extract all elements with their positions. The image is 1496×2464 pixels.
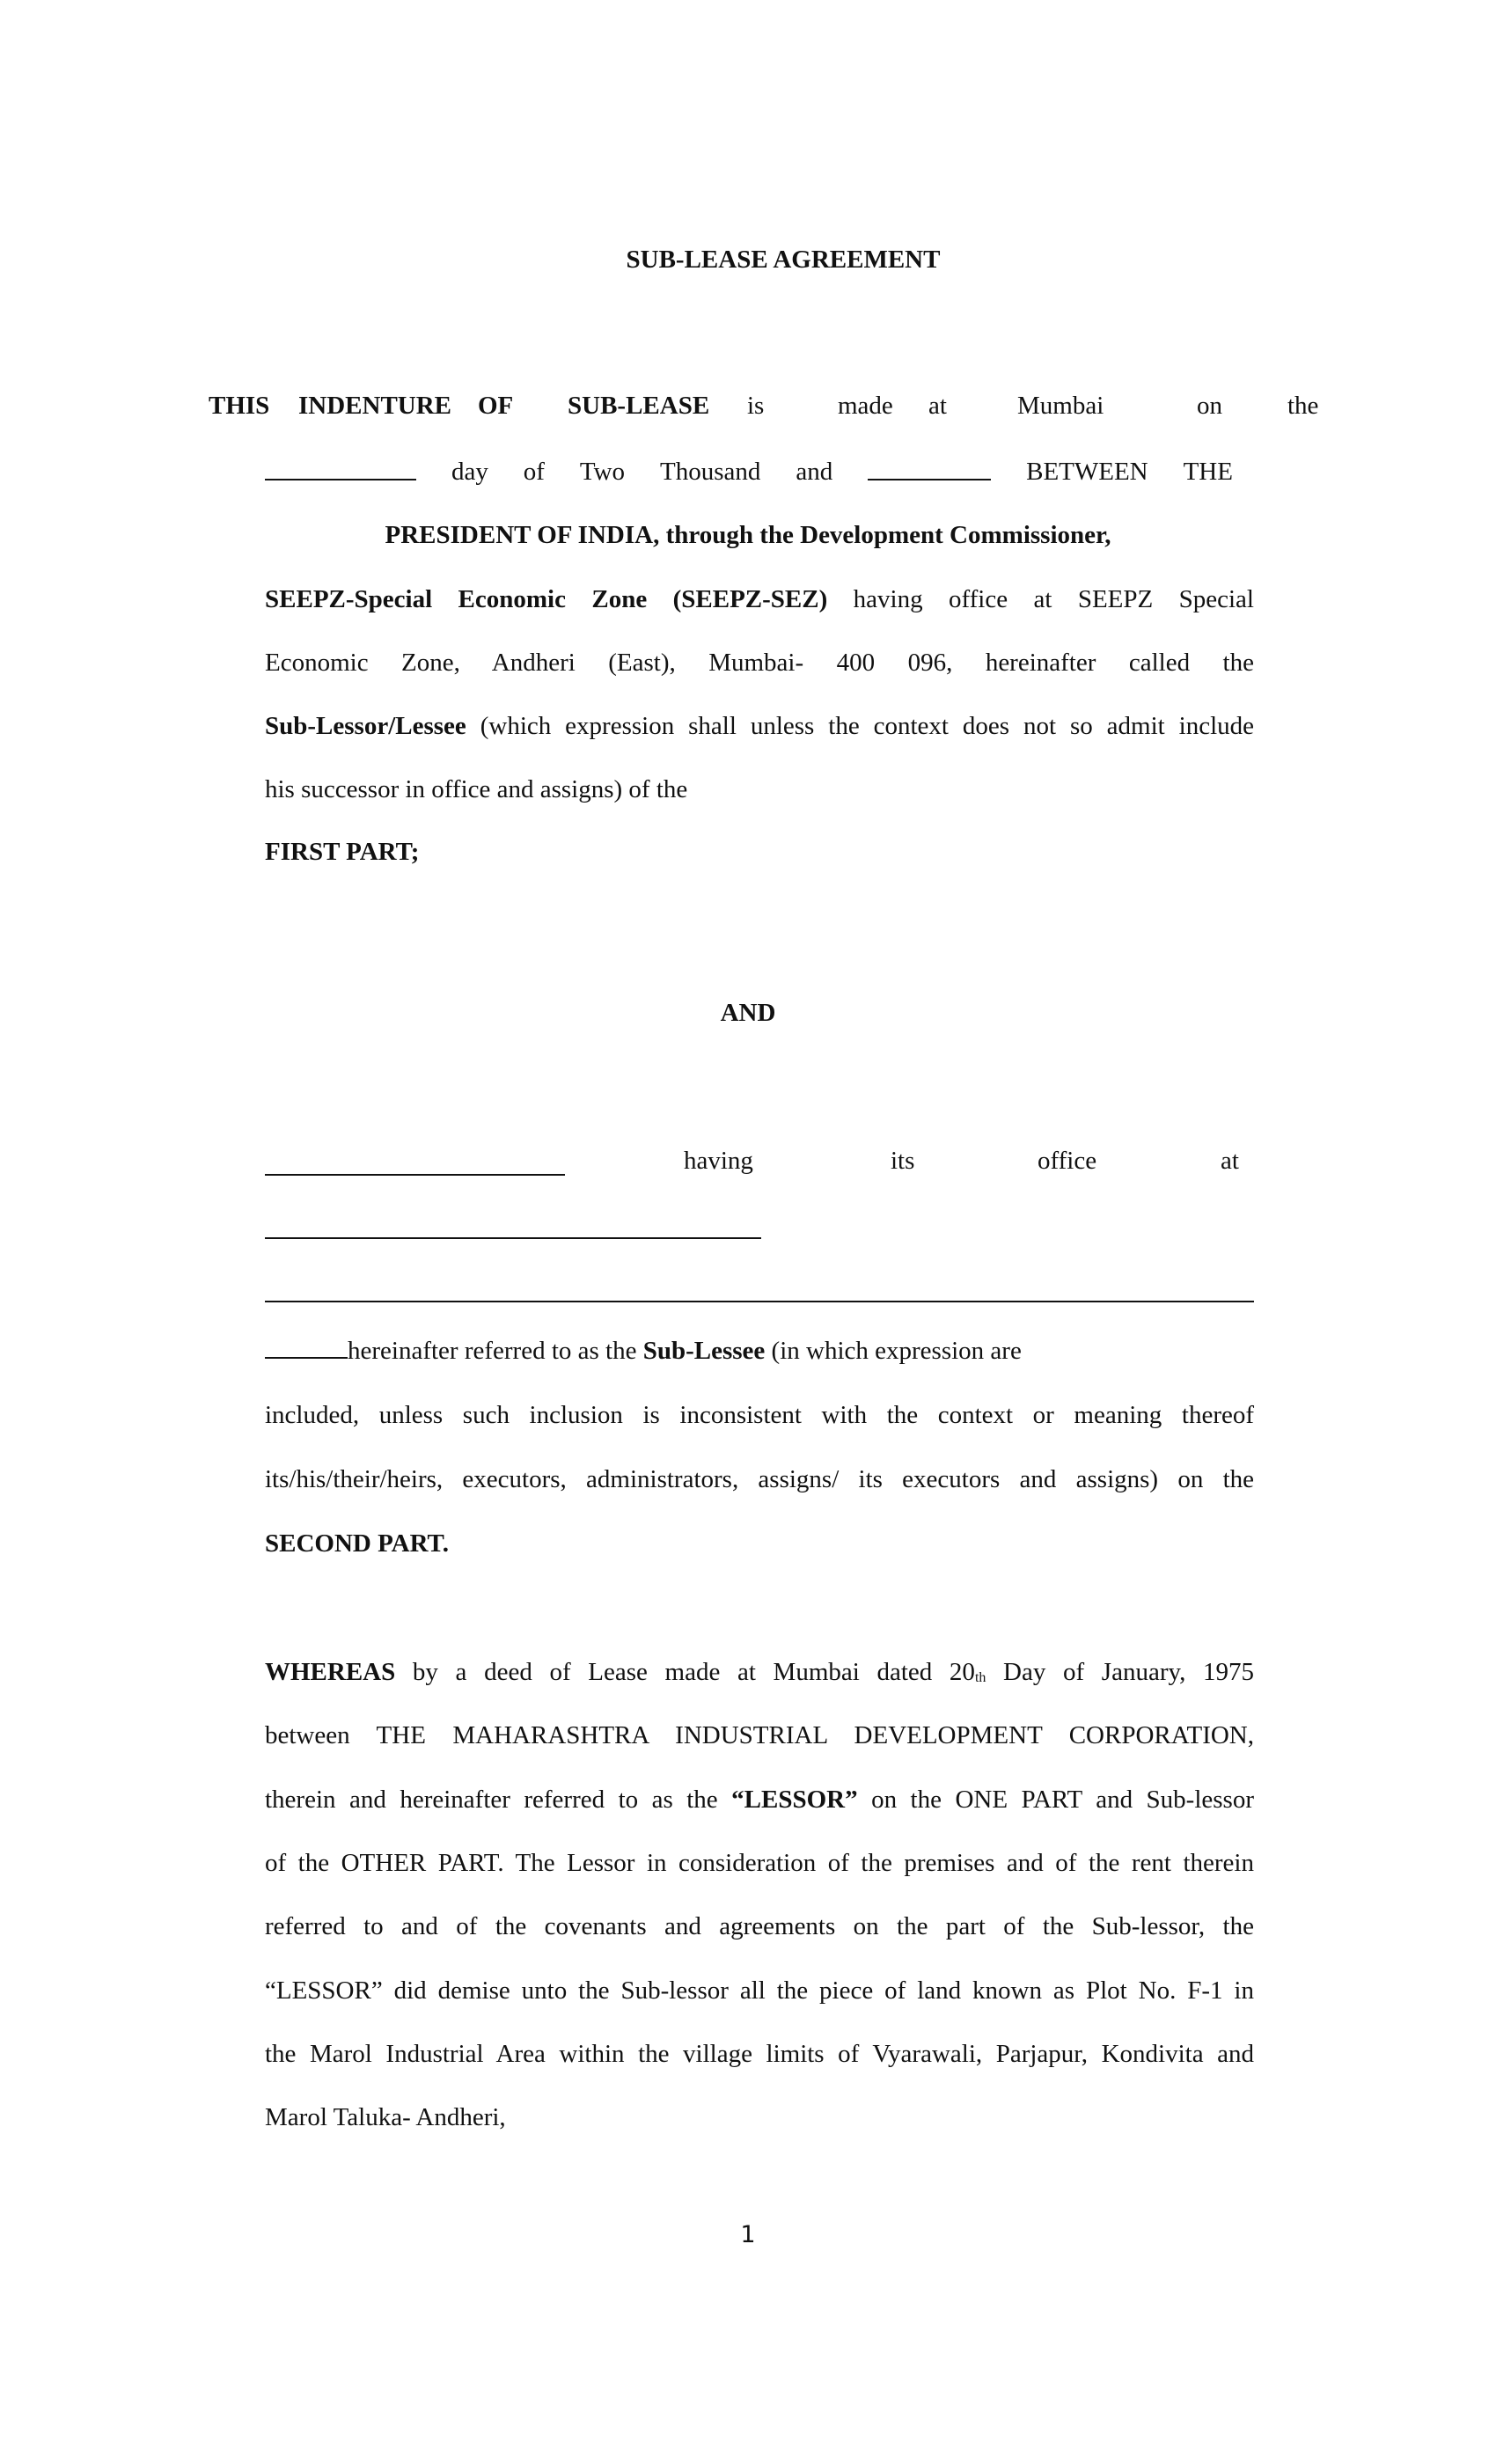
sub-lessee-name-blank	[265, 1174, 565, 1176]
seepz-office: having office at SEEPZ Special	[827, 585, 1254, 613]
intro-word: SUB-LEASE	[568, 392, 710, 420]
intro-word: THIS	[209, 392, 270, 420]
seepz-name: SEEPZ-Special Economic Zone (SEEPZ-SEZ)	[265, 585, 828, 613]
address-blank-3	[265, 1338, 348, 1359]
and-heading: AND	[720, 999, 776, 1027]
ordinal-suffix: th	[974, 1670, 986, 1685]
sub-lessor-line	[265, 714, 1254, 739]
intro-word: and	[796, 458, 833, 486]
whereas-line	[265, 1660, 1254, 1685]
first-part-label: FIRST PART;	[265, 838, 420, 866]
whereas-text: by a deed of Lease made at Mumbai dated 20	[395, 1658, 975, 1686]
having-word: having	[684, 1147, 753, 1175]
address-blank-2	[265, 1301, 1254, 1302]
page-number: 1	[740, 2221, 756, 2248]
sub-lessor-term: Sub-Lessor/Lessee	[265, 712, 466, 740]
document-title: SUB-LEASE AGREEMENT	[626, 246, 941, 274]
economic-zone-line: Economic Zone, Andheri (East), Mumbai- 400 096, hereinafter called the	[265, 649, 1254, 677]
referred-line: referred to and of the covenants and agreements on the part of the Sub-lessor, the	[265, 1912, 1254, 1940]
intro-word: made	[838, 392, 893, 420]
hereinafter-expression: (in which expression are	[765, 1337, 1022, 1365]
other-part-line: of the OTHER PART. The Lessor in consideration of the premises and of the rent therein	[265, 1849, 1254, 1877]
hereinafter-text: hereinafter referred to as the	[348, 1337, 643, 1365]
second-part-label: SECOND PART.	[265, 1529, 449, 1558]
president-line: PRESIDENT OF INDIA, through the Development Commissioner,	[385, 521, 1111, 549]
intro-word: INDENTURE	[298, 392, 452, 420]
seepz-line	[265, 587, 1254, 612]
having-word: office	[1038, 1147, 1097, 1175]
intro-word: on	[1197, 392, 1222, 420]
intro-word: Mumbai	[1017, 392, 1104, 420]
having-word: its	[891, 1147, 915, 1175]
therein-text: therein and hereinafter referred to as the	[265, 1786, 732, 1814]
included-line: included, unless such inclusion is inconsistent with the context or meaning thereof	[265, 1401, 1254, 1429]
intro-word: Thousand	[660, 458, 761, 486]
intro-word: THE	[1183, 458, 1233, 486]
intro-word: is	[747, 392, 765, 420]
between-line: between THE MAHARASHTRA INDUSTRIAL DEVELOPMENT CORPORATION,	[265, 1721, 1254, 1749]
intro-word: day	[451, 458, 488, 486]
intro-word: Two	[579, 458, 626, 486]
therein-rest: on the ONE PART and Sub-lessor	[857, 1786, 1254, 1814]
hereinafter-line	[265, 1338, 1022, 1364]
lessor-term: “LESSOR”	[731, 1786, 858, 1814]
year-blank	[868, 459, 991, 480]
intro-word: of	[523, 458, 545, 486]
intro-word: at	[928, 392, 947, 420]
sub-lessee-term: Sub-Lessee	[642, 1337, 766, 1365]
intro-word: BETWEEN	[1026, 458, 1148, 486]
lessor-demise-line: “LESSOR” did demise unto the Sub-lessor all the piece of land known as Plot No. F-1 in	[265, 1976, 1254, 2005]
intro-word: OF	[478, 392, 514, 420]
whereas-date: Day of January, 1975	[986, 1658, 1255, 1686]
marol-line: the Marol Industrial Area within the village limits of Vyarawali, Parjapur, Kondivita and	[265, 2040, 1254, 2068]
intro-word: the	[1287, 392, 1319, 420]
day-blank	[265, 459, 416, 480]
taluka-line: Marol Taluka- Andheri,	[265, 2103, 506, 2131]
whereas-term: WHEREAS	[265, 1658, 396, 1686]
heirs-line: its/his/their/heirs, executors, administrators, assigns/ its executors and assigns) on the	[265, 1465, 1254, 1493]
address-blank-1	[265, 1237, 761, 1239]
successor-line: his successor in office and assigns) of the	[265, 775, 688, 803]
therein-line	[265, 1787, 1254, 1813]
intro-line-2	[265, 459, 1233, 485]
sub-lessor-expression: (which expression shall unless the context does not so admit include	[466, 712, 1254, 740]
having-word: at	[1221, 1147, 1239, 1175]
